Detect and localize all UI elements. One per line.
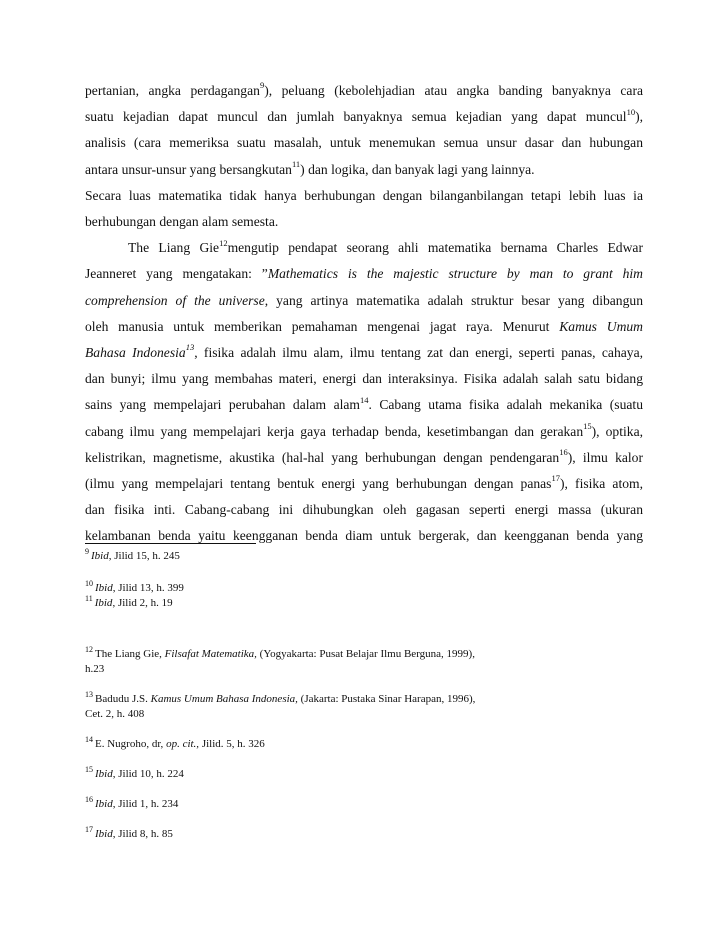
body-line <box>85 318 643 336</box>
text-run: antara unsur-unsur yang bersangkutan <box>85 161 292 177</box>
italic-text: Ibid <box>91 550 109 562</box>
footnote-ref: 10 <box>626 106 636 117</box>
text-run: , yang artinya matematika adalah struktur besar yang dibangun <box>264 292 643 308</box>
text-run: cabang ilmu yang mempelajari kerja gaya terhadap benda, kesetimbangan dan gerakan <box>85 423 584 439</box>
footnote-number: 15 <box>85 765 93 775</box>
body-line <box>85 449 643 467</box>
footnote-ref: 13 <box>185 342 195 353</box>
footnote-number: 10 <box>85 579 93 589</box>
italic-text: Ibid <box>94 597 113 609</box>
footnote-ref: 15 <box>583 421 592 432</box>
footnote-ref: 14 <box>359 394 369 405</box>
text-run: mengutip pendapat seorang ahli matematika bernama Charles Edwar <box>227 240 643 256</box>
footnote-line <box>85 581 605 596</box>
text-run: ), ilmu kalor <box>567 449 643 465</box>
text-run: ), fisika atom, <box>559 476 643 491</box>
text-run: pertanian, angka perdagangan <box>85 83 260 98</box>
body-line <box>85 265 643 283</box>
text-run: , Jilid 1, h. 234 <box>112 798 179 810</box>
text-run: (Yogyakarta: Pusat Belajar Ilmu Berguna, 1999), <box>256 648 475 660</box>
text-run: kelistrikan, magnetisme, akustika (hal-hal yang berhubungan dengan pendengaran <box>85 449 560 465</box>
footnote-line <box>85 767 605 782</box>
text-run: , Jilid 15, h. 245 <box>108 550 180 562</box>
body-line <box>85 213 643 231</box>
footnote-ref: 11 <box>291 159 301 170</box>
italic-text: Filsafat Matematika, <box>164 648 257 660</box>
body-line <box>85 370 643 388</box>
italic-text: Kamus Umum Bahasa Indonesia, <box>150 693 298 705</box>
text-run: dan fisika inti. Cabang-cabang ini dihubungkan oleh gagasan seperti energi massa (ukuran <box>85 502 643 518</box>
italic-text: op. cit., <box>166 738 200 750</box>
text-run: . Cabang utama fisika adalah mekanika (suatu <box>368 397 643 413</box>
body-line <box>85 187 643 205</box>
text-run: analisis (cara memeriksa suatu masalah, untuk menemukan semua unsur dasar dan hubungan <box>85 135 643 151</box>
body-line <box>85 134 643 152</box>
italic-text: Ibid <box>95 582 113 594</box>
text-run: kelambanan benda yaitu keengganan benda diam untuk bergerak, dan keengganan benda yang <box>85 528 643 544</box>
text-run: suatu kejadian dapat muncul dan jumlah banyaknya semua kejadian yang dapat muncul <box>85 109 627 125</box>
body-line <box>85 396 643 414</box>
body-line <box>85 108 643 126</box>
footnote-line <box>85 707 605 722</box>
text-run: oleh manusia untuk memberikan pemahaman mengenai jagat raya. Menurut <box>85 318 560 334</box>
italic-text: Ibid <box>95 798 113 810</box>
body-line <box>85 501 643 519</box>
text-run: E. Nugroho, dr, <box>95 738 167 750</box>
italic-text: comprehension of the universe <box>85 292 265 308</box>
footnote-ref: 12 <box>219 237 228 248</box>
footnote-number: 14 <box>85 735 93 745</box>
body-line <box>85 82 643 100</box>
text-run: (Jakarta: Pustaka Sinar Harapan, 1996), <box>297 693 476 705</box>
footnote-line <box>85 797 605 812</box>
text-run: berhubungan dengan alam semesta. <box>85 214 279 229</box>
text-run: The Liang Gie, <box>95 648 165 660</box>
text-run: Badudu J.S. <box>95 693 151 705</box>
italic-text: Mathematics is the majestic structure by man to grant him <box>267 266 643 282</box>
body-line <box>128 239 643 257</box>
text-run: ), peluang (kebolehjadian atau angka banding banyaknya cara <box>264 83 644 98</box>
footnote-line <box>85 662 605 677</box>
text-run: , Jilid 13, h. 399 <box>112 582 184 594</box>
body-line <box>85 161 643 179</box>
text-run: , fisika adalah ilmu alam, ilmu tentang zat dan energi, seperti panas, cahaya, <box>194 345 644 360</box>
italic-text: Ibid <box>95 828 113 840</box>
body-line <box>85 292 643 310</box>
text-run: Jilid. 5, h. 326 <box>199 738 265 750</box>
italic-text: Bahasa Indonesia <box>85 345 186 360</box>
footnote-ref: 17 <box>551 473 560 484</box>
text-run: ), optika, <box>591 423 643 439</box>
text-run: dan bunyi; ilmu yang membahas materi, energi dan interaksinya. Fisika adalah salah satu bidang <box>85 371 643 387</box>
footnote-number: 17 <box>85 825 93 835</box>
footnote-line <box>85 596 605 611</box>
italic-text: Ibid <box>95 768 113 780</box>
footnote-number: 12 <box>85 645 93 655</box>
text-run: , Jilid 2, h. 19 <box>112 597 173 609</box>
body-line <box>85 475 643 493</box>
text-run: h.23 <box>85 663 105 675</box>
text-run: ) dan logika, dan banyak lagi yang lainnya. <box>300 161 535 177</box>
footnote-line <box>85 549 605 564</box>
footnote-number: 9 <box>85 547 89 557</box>
body-line <box>85 344 643 362</box>
footnote-number: 13 <box>85 690 93 700</box>
text-run: Jeanneret yang mengatakan: ” <box>85 266 268 282</box>
footnote-number: 16 <box>85 795 93 805</box>
text-run: The Liang Gie <box>128 240 220 256</box>
text-run: Secara luas matematika tidak hanya berhubungan dengan bilanganbilangan tetapi lebih luas ia <box>85 187 643 203</box>
footnote-line <box>85 737 605 752</box>
footnote-line <box>85 692 605 707</box>
text-run: ), <box>635 109 643 125</box>
footnote-ref: 16 <box>559 447 568 458</box>
footnote-line <box>85 647 605 662</box>
text-run: Cet. 2, h. 408 <box>85 708 145 720</box>
text-run: , Jilid 10, h. 224 <box>112 768 184 780</box>
footnote-number: 11 <box>85 594 93 604</box>
text-run: , Jilid 8, h. 85 <box>112 828 173 840</box>
body-line <box>85 423 643 441</box>
italic-text: Kamus Umum <box>559 318 644 334</box>
footnote-separator <box>85 543 256 544</box>
footnote-line <box>85 827 605 842</box>
text-run: (ilmu yang mempelajari tentang bentuk energi yang berhubungan dengan panas <box>85 476 552 491</box>
footnote-ref: 9 <box>259 80 265 91</box>
text-run: sains yang mempelajari perubahan dalam alam <box>85 397 360 413</box>
